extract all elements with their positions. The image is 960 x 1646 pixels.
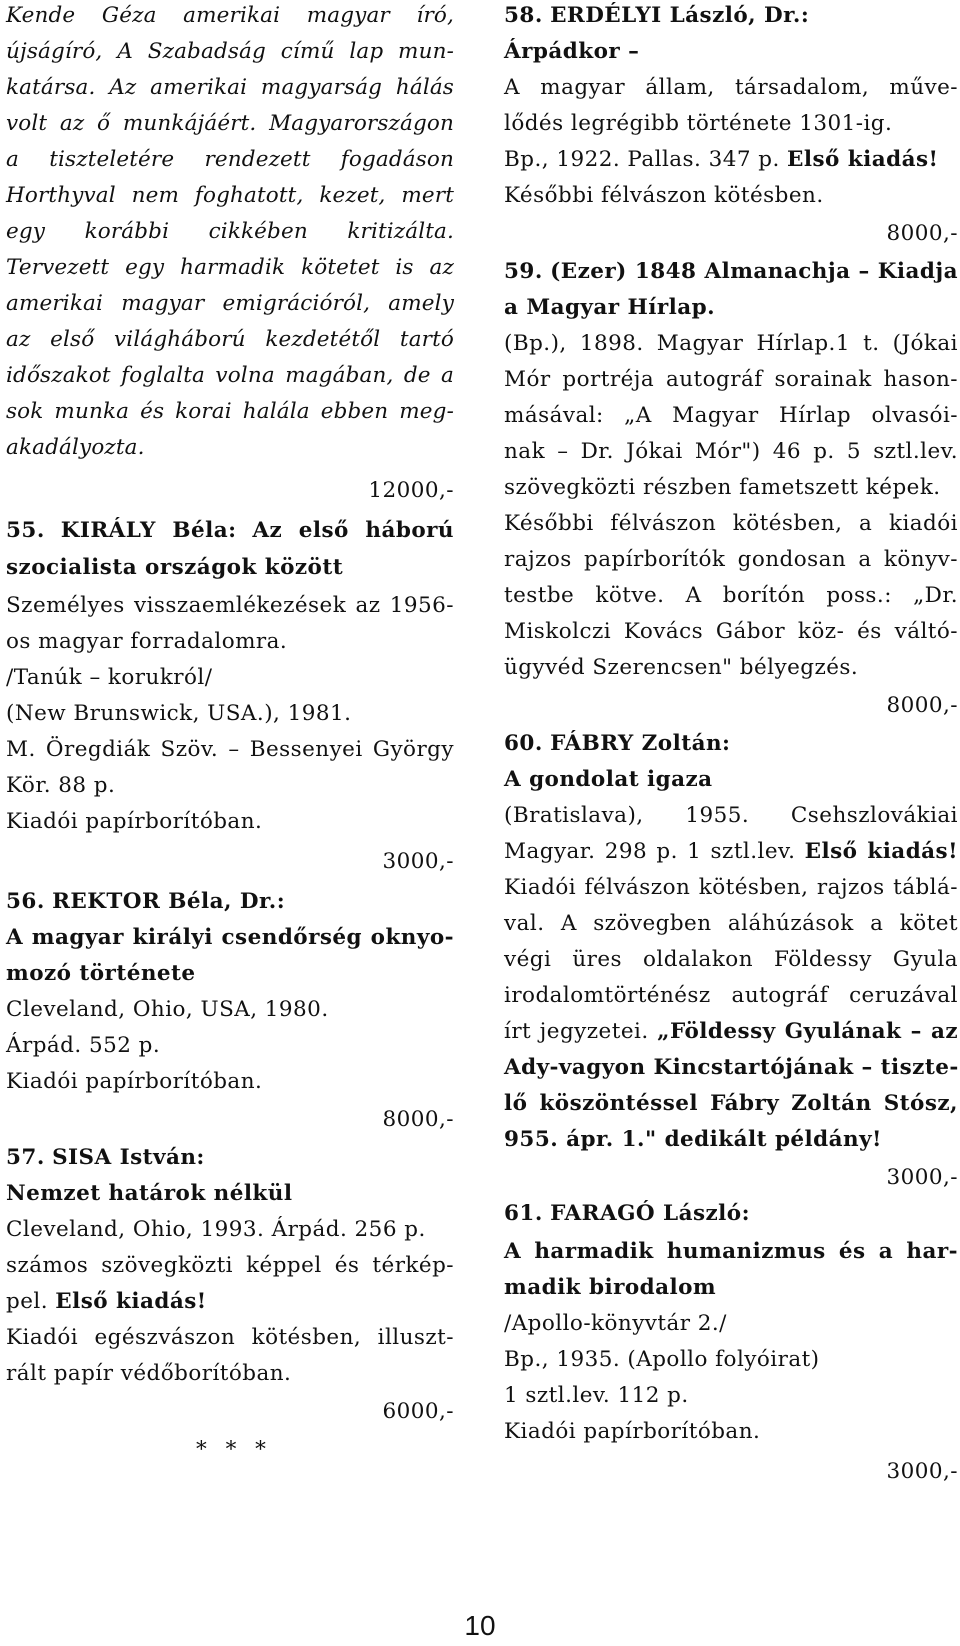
entry-title: Árpádkor – [504, 39, 640, 64]
entry-line: os magyar forradalomra. [6, 629, 288, 654]
entry-author: KIRÁLY Béla: [60, 518, 237, 543]
dedication-text: „Földessy Gyulának – az [657, 1019, 958, 1044]
entry-line: (Bp.), 1898. Magyar Hírlap.1 t. (Jókai [504, 331, 958, 356]
entry-line: Cleveland, Ohio, USA, 1980. [6, 997, 329, 1022]
entry-line: másával: „A Magyar Hírlap olvasói- [504, 403, 958, 428]
entry-heading [6, 1142, 454, 1174]
entry-line [6, 1286, 454, 1318]
entry-heading [6, 886, 454, 918]
entry-line: A magyar állam, társadalom, műve- [504, 75, 958, 100]
entry-line: lődés legrégibb története 1301-ig. [504, 111, 893, 136]
entry-line: Kiadói félvászon kötésben, rajzos táblá- [504, 875, 958, 900]
entry-line: M. Öregdiák Szöv. – Bessenyei György [6, 737, 454, 762]
entry-title: madik birodalom [504, 1275, 717, 1300]
entry-author: SISA István: [52, 1145, 205, 1170]
page-number: 10 [464, 1610, 496, 1641]
entry-title: szocialista országok között [6, 555, 344, 580]
entry-line: irodalomtörténész autográf ceruzával [504, 983, 958, 1008]
entry-line: számos szövegközti képpel és térkép- [6, 1253, 454, 1278]
price: 3000,- [382, 849, 454, 874]
entry-line [504, 836, 958, 868]
entry-author: ERDÉLYI László, Dr.: [550, 3, 810, 28]
price: 12000,- [368, 478, 454, 503]
entry-line: /Apollo-könyvtár 2./ [504, 1311, 727, 1336]
first-edition-badge: Első kiadás! [55, 1289, 207, 1314]
entry-number: 59. [504, 259, 543, 284]
entry-line: nak – Dr. Jókai Mór") 46 p. 5 sztl.lev. [504, 439, 958, 464]
intro-line: az első világháború kezdetétől tartó [6, 327, 454, 352]
entry-line: Cleveland, Ohio, 1993. Árpád. 256 p. [6, 1217, 426, 1242]
entry-number: 56. [6, 889, 45, 914]
price: 3000,- [886, 1165, 958, 1190]
intro-line: amerikai magyar emigrációról, amely [6, 291, 454, 316]
entry-title: A magyar királyi csendőrség oknyo- [6, 925, 454, 950]
entry-line: Miskolczi Kovács Gábor köz- és váltó- [504, 619, 958, 644]
first-edition-badge: Első kiadás! [787, 147, 939, 172]
price: 8000,- [886, 693, 958, 718]
entry-line: Kiadói papírborítóban. [504, 1419, 761, 1444]
entry-line: rajzos papírborítók gondosan a könyv- [504, 547, 958, 572]
entry-line: (New Brunswick, USA.), 1981. [6, 701, 352, 726]
entry-text: Magyar. 298 p. 1 sztl.lev. [504, 839, 805, 864]
entry-line [504, 144, 958, 176]
entry-title: (Ezer) 1848 Almanachja – Kiadja [550, 259, 958, 284]
entry-line: val. A szövegben aláhúzások a kötet [504, 911, 958, 936]
entry-title: Az első háború [252, 518, 454, 543]
entry-heading [504, 256, 958, 288]
entry-line: Későbbi félvászon kötésben. [504, 183, 824, 208]
entry-line: Bp., 1935. (Apollo folyóirat) [504, 1347, 820, 1372]
section-separator: * * * [196, 1437, 272, 1462]
entry-line: Kiadói papírborítóban. [6, 1069, 263, 1094]
price: 3000,- [886, 1459, 958, 1484]
entry-line: Későbbi félvászon kötésben, a kiadói [504, 511, 958, 536]
entry-line: Kiadói papírborítóban. [6, 809, 263, 834]
dedication-text: Ady-vagyon Kincstartójának – tiszte- [504, 1055, 959, 1080]
entry-author: REKTOR Béla, Dr.: [52, 889, 286, 914]
entry-number: 61. [504, 1201, 543, 1226]
intro-line: a tiszteletére rendezett fogadáson [6, 147, 454, 172]
entry-line: végi üres oldalakon Földessy Gyula [504, 947, 958, 972]
entry-number: 55. [6, 518, 45, 543]
entry-line: szövegközti részben fametszett képek. [504, 475, 941, 500]
intro-line: katársa. Az amerikai magyarság hálás [6, 75, 454, 100]
intro-line: Kende Géza amerikai magyar író, [6, 3, 454, 28]
entry-line: Személyes visszaemlékezések az 1956- [6, 593, 454, 618]
entry-line: Mór portréja autográf sorainak hason- [504, 367, 958, 392]
entry-title: a Magyar Hírlap. [504, 295, 716, 320]
intro-line: sok munka és korai halála ebben meg- [6, 399, 454, 424]
entry-line: ügyvéd Szerencsen" bélyegzés. [504, 655, 859, 680]
entry-text: pel. [6, 1289, 56, 1314]
intro-line: volt az ő munkájáért. Magyarországon [6, 111, 454, 136]
entry-heading [504, 728, 958, 760]
entry-author: FÁBRY Zoltán: [550, 731, 731, 756]
intro-line: Tervezett egy harmadik kötetet is az [6, 255, 454, 280]
price: 8000,- [382, 1107, 454, 1132]
intro-line: időszakot foglalta volna magában, de a [6, 363, 454, 388]
intro-line: egy korábbi cikkében kritizálta. [6, 219, 454, 244]
dedication-text: 955. ápr. 1." dedikált példány! [504, 1127, 882, 1152]
first-edition-badge: Első kiadás! [804, 839, 958, 864]
entry-heading [504, 0, 958, 32]
entry-author: FARAGÓ László: [550, 1201, 750, 1226]
intro-line: Horthyval nem foghatott, kezet, mert [6, 183, 454, 208]
intro-line: akadályozta. [6, 435, 145, 460]
entry-line: 1 sztl.lev. 112 p. [504, 1383, 689, 1408]
price: 8000,- [886, 221, 958, 246]
entry-heading [504, 1198, 958, 1230]
entry-line: testbe kötve. A borítón poss.: „Dr. [504, 583, 958, 608]
entry-line: Kör. 88 p. [6, 773, 116, 798]
entry-text: Bp., 1922. Pallas. 347 p. [504, 147, 788, 172]
entry-line: /Tanúk – korukról/ [6, 665, 213, 690]
entry-number: 58. [504, 3, 543, 28]
entry-title: A harmadik humanizmus és a har- [504, 1239, 958, 1264]
entry-line: rált papír védőborítóban. [6, 1361, 292, 1386]
price: 6000,- [382, 1399, 454, 1424]
entry-line: (Bratislava), 1955. Csehszlovákiai [504, 803, 958, 828]
entry-title: mozó története [6, 961, 196, 986]
dedication-text: lő köszöntéssel Fábry Zoltán Stósz, [504, 1091, 958, 1116]
entry-line: Árpád. 552 p. [6, 1033, 161, 1058]
entry-heading [6, 515, 454, 547]
entry-number: 60. [504, 731, 543, 756]
entry-title: Nemzet határok nélkül [6, 1181, 293, 1206]
entry-line: Kiadói egészvászon kötésben, illuszt- [6, 1325, 454, 1350]
entry-number: 57. [6, 1145, 45, 1170]
intro-line: újságíró, A Szabadság című lap mun- [6, 39, 454, 64]
entry-title: A gondolat igaza [504, 767, 713, 792]
entry-text: írt jegyzetei. [504, 1019, 658, 1044]
entry-line [504, 1016, 958, 1048]
